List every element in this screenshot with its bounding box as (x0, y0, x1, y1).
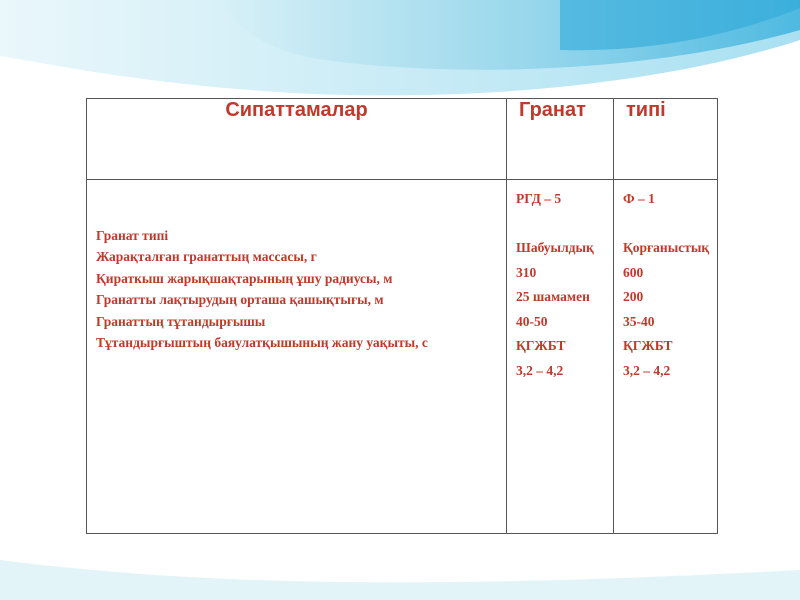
list-item: 35-40 (623, 313, 655, 329)
header-type: типі (614, 99, 718, 180)
grenade-characteristics-table (86, 98, 718, 534)
f1-cell (614, 180, 718, 534)
list-item: Қорғаныстық (623, 240, 710, 255)
list-item: 3,2 – 4,2 (623, 362, 671, 378)
header-grenade: Гранат (507, 99, 614, 180)
list-item: ҚГЖБТ (623, 338, 673, 353)
list-item: 310 (516, 264, 537, 280)
list-item: 40-50 (516, 313, 548, 329)
list-item: Қираткыш жарықшақтарының ұшу радиусы, м (96, 270, 393, 286)
rgd5-cell (507, 180, 614, 534)
characteristics-cell (87, 180, 507, 534)
f1-name: Ф – 1 (623, 191, 655, 206)
list-item: 3,2 – 4,2 (516, 362, 564, 378)
list-item: Гранатты лақтырудың орташа қашықтығы, м (96, 292, 384, 308)
list-item: Жарақталған гранаттың массасы, г (96, 249, 317, 265)
list-item: Гранаттың тұтандырғышы (96, 313, 266, 329)
table-body-row (87, 180, 718, 534)
list-item: 600 (623, 264, 644, 280)
list-item: Гранат типі (96, 228, 169, 243)
rgd5-name: РГД – 5 (516, 191, 562, 206)
list-item: Шабуылдық (516, 240, 594, 255)
header-characteristics: Сипаттамалар (87, 99, 507, 180)
list-item: ҚГЖБТ (516, 338, 566, 353)
list-item: Тұтандырғыштың баяулатқышының жану уақыты, с (96, 334, 428, 350)
list-item: 25 шамамен (516, 289, 590, 304)
table-header-row (87, 99, 718, 180)
bottom-wave (0, 560, 800, 600)
list-item: 200 (623, 289, 644, 304)
